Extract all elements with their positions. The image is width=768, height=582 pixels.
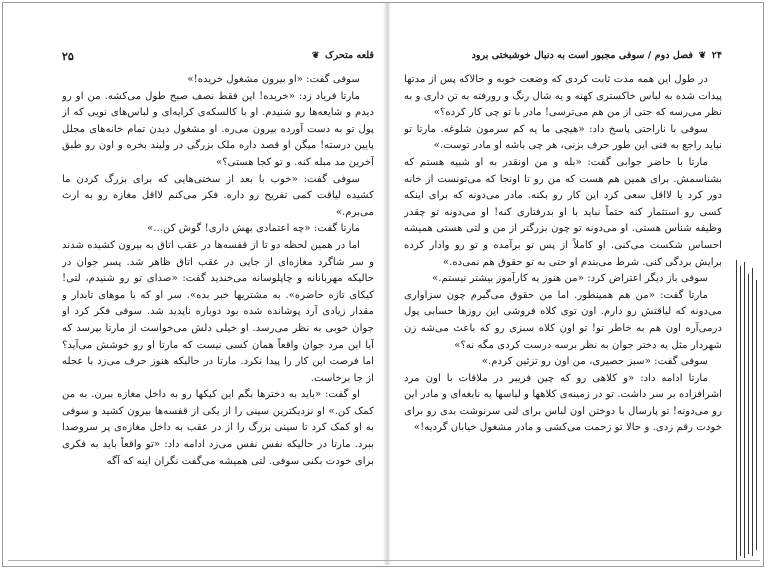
paragraph: مارتا با حاضر جوابی گفت: «بله و من اونقدر به او شبیه هستم که بشناسمش. برای همین هم هست که من رو تا اونجا که می‌تونست از خانه دور کرد یا لااقل سعی کرد این کار رو بکنه. مادر می‌دونه که برای اینکه کسی رو استثمار کنه حتماً نباید با او بدرفتاری کنه! او می‌دونه تو چقدر وظیفه شناس هستی. او می‌دونه تو چون بزرگتر از من و لتی هستی همیشه احساس شکست می‌کنی. او کاملاً از پس تو برآمده و تو رو وادار کرده برایش بردگی کنی. شرط می‌بندم او حتی به تو حقوق هم نمی‌ده.» [404, 156, 722, 268]
left-page-body [62, 72, 374, 582]
right-page-body [404, 72, 722, 582]
paragraph: سوفی گفت: «او بیرون مشغول خریده!» [187, 74, 360, 85]
paragraph: سوفی باز دیگر اعتراض کرد: «من هنوز یه کارآموز بیشتر نیستم.» [432, 273, 708, 285]
book-ornament-icon: ❦ [311, 51, 320, 61]
book-ornament-icon: ❦ [698, 51, 707, 61]
right-running-title [472, 50, 722, 61]
left-page-number: ۲۵ [62, 50, 74, 63]
paragraph: مارتا گفت: «من هم همینطور. اما من حقوق می‌گیرم چون سزاواری می‌دونه که لیاقتش رو دارم. اون توی کلاه فروشی این روزها حسابی پول درمی‌آره اون هم به خاطر تو! تو اون کلاه سبزی رو که باعث می‌شه زن شهردار مثل یه دختر جوان به نظر برسه درست کردی مگه نه؟» [404, 289, 722, 351]
paragraph: سوفی با ناراحتی پاسخ داد: «هیچی ما یه کم سرمون شلوغه. مارتا تو نباید راجع به فنی این طور حرف بزنی، هر چی باشه او مادر توست.» [404, 123, 722, 152]
page-edge-lines [732, 260, 760, 560]
paragraph: سوفی گفت: «سبز حصیری، من اون رو تزئین کردم.» [481, 356, 708, 368]
left-running-title [310, 50, 374, 61]
paragraph: اما در همین لحظه دو تا از قفسه‌ها در عقب اتاق به بیرون کشیده شدند و سر شاگرد مغازه‌ای از جایی در عقب اتاق ظاهر شد. پسر جوان در حالیکه مهربانانه و چاپلوسانه می‌خندید گفت: «صدای تو رو شنیدم، لتی! کیکای تازه حاضره». به مشتریها خبر بده». سر او که با موهای تابدار و مقدار زیادی آرد پوشانده شده بود دوباره ناپدید شد. سوفی فکر کرد او جوان خوبی به نظر می‌رسد. او خیلی دلش می‌خواست از مارتا بپرسد که آیا این مرد جوان واقعاً همان کسی نیست که مارتا او رو خوشش می‌آید؟ اما فرصت این کار را پیدا نکرد. مارتا در حالیکه هنوز حرف می‌زد با عجله از جا برخاست. [62, 239, 374, 384]
paragraph: سوفی گفت: «خوب با بعد از سختی‌هایی که برای بزرگ کردن ما کشیده لیاقت کمی تفریح رو داره. فکر می‌کنم لااقل مغازه رو به ارث می‌برم.» [62, 173, 374, 218]
paragraph: در طول این همه مدت ثابت کردی که وضعت خوبه و حالاکه پس از مدتها پیدات شده به لباس خاکستری کهنه و یه شال رنگ و رورفته به تن داری و به نظر می‌رسه که حتی از من هم می‌ترسی! مادر با تو چی کار کرده؟» [404, 74, 722, 119]
left-running-title-text: قلعه متحرک [325, 50, 374, 61]
right-running-title-text: فصل دوم / سوفی مجبور است به دنبال خوشبختی برود [471, 50, 693, 61]
paragraph: مارتا فریاد زد: «خریده! این فقط نصف صبح طول می‌کشه. من او رو دیدم و شایعه‌ها رو شنیدم. او با کالسکه‌ی کرایه‌ای و لباس‌های نویی که از پول تو به دست آورده بیرون می‌ره. او مشغول دیدن تمام خانه‌های مجلل پایین درسته! میگن او قصد داره ملک بزرگی در ولیند بخره و اون رو طبق آخرین مد مبله کنه. و تو کجا هستی؟» [62, 90, 374, 168]
paragraph: مارتا ادامه داد: «و کلاهی رو که چین فریبر در ملاقات با اون مرد اشرافزاده بر سر داشت. تو در زمینه‌ی کلاهها و لباسها یه نابغه‌ای و مادر این رو می‌دونه! تو پارسال با دوختن اون لباس برای لتی سرنوشت بدی رو برای خودت رقم زدی. و حالا تو زحمت می‌کشی و مادر مشغول خیابان گردیه!» [404, 372, 722, 434]
paragraph: مارتا گفت: «چه اعتمادی بهش داری! گوش کن...» [147, 223, 360, 235]
paragraph: او گفت: «باید به دخترها بگم این کیکها رو به داخل مغازه ببرن. به من کمک کن.» او نزدیکترین سینی را از یکی از قفسه‌ها بیرون کشید و سوفی به او کمک کرد تا سینی بزرگ را از در عقب به داخل مغازه‌ی پر سروصدا ببرد. مارتا در حالیکه نفس نفس می‌زد ادامه داد: «تو واقعاً باید به فکری برای خودت بکنی سوفی. لتی همیشه می‌گفت نگران اینه که آگه [62, 389, 374, 467]
book-gutter [383, 3, 391, 565]
right-page-number: ۲۴ [711, 50, 722, 61]
